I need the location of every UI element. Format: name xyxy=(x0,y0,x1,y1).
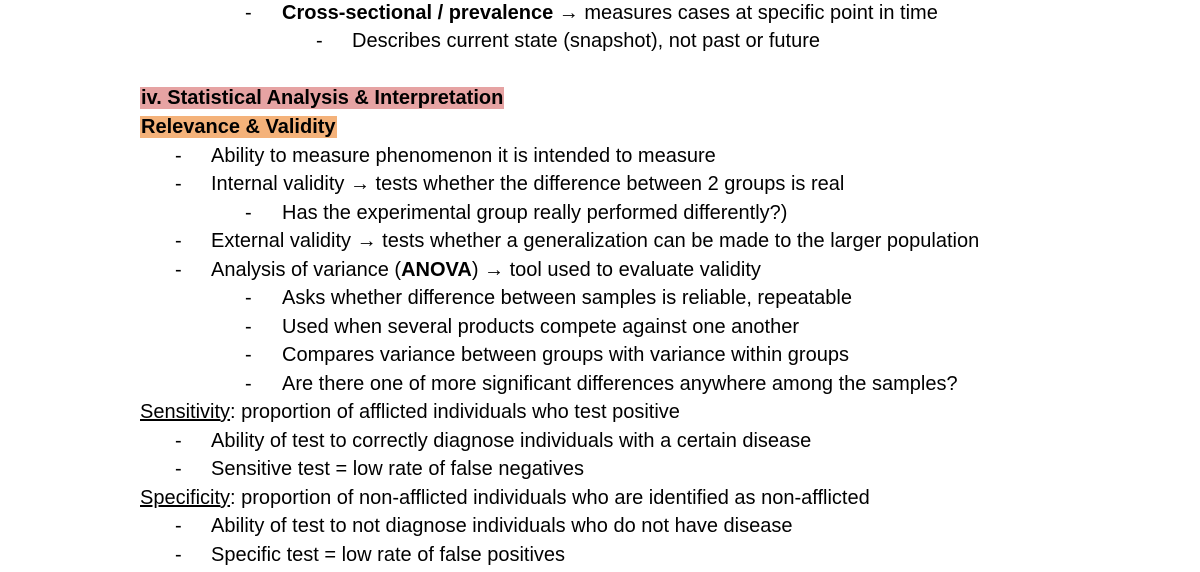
bullet-dash: - xyxy=(245,373,252,395)
list-subitem: Asks whether difference between samples is reliable, repeatable xyxy=(282,287,852,309)
cross-sectional-term: Cross-sectional / prevalence xyxy=(282,2,554,24)
sensitivity-definition xyxy=(140,398,680,426)
list-subitem: Compares variance between groups with variance within groups xyxy=(282,344,849,366)
specificity-definition-text: : proportion of non-afflicted individuals who are identified as non-afflicted xyxy=(230,487,870,509)
anova-prefix: Analysis of variance ( xyxy=(211,259,402,281)
cross-sectional-subitem: Describes current state (snapshot), not past or future xyxy=(352,30,820,52)
specificity-definition xyxy=(140,484,870,512)
list-subitem: Are there one of more significant differences anywhere among the samples? xyxy=(282,373,958,395)
list-item-anova xyxy=(211,256,761,284)
bullet-dash: - xyxy=(175,259,182,281)
bullet-dash: - xyxy=(175,515,182,537)
list-item: Ability of test to not diagnose individuals who do not have disease xyxy=(211,515,793,537)
section-heading-text: iv. Statistical Analysis & Interpretation xyxy=(141,87,504,109)
bullet-dash: - xyxy=(245,287,252,309)
bullet-dash: - xyxy=(175,230,182,252)
sensitivity-term: Sensitivity xyxy=(140,401,231,423)
anova-term: ANOVA xyxy=(401,259,472,281)
list-item: Specific test = low rate of false positives xyxy=(211,544,566,566)
bullet-dash: - xyxy=(175,173,182,195)
list-subitem: Used when several products compete against one another xyxy=(282,316,799,338)
list-item: Ability to measure phenomenon it is intended to measure xyxy=(211,145,716,167)
bullet-dash: - xyxy=(245,202,252,224)
cross-sectional-item xyxy=(282,0,938,27)
bullet-dash: - xyxy=(175,458,182,480)
specificity-term: Specificity xyxy=(140,487,231,509)
section-subheading xyxy=(140,113,337,141)
anova-suffix: ) → tool used to evaluate validity xyxy=(471,259,761,281)
section-heading xyxy=(140,84,504,112)
bullet-dash: - xyxy=(175,430,182,452)
bullet-dash: - xyxy=(175,145,182,167)
bullet-dash: - xyxy=(245,2,252,24)
bullet-dash: - xyxy=(175,544,182,566)
list-item: Internal validity → tests whether the difference between 2 groups is real xyxy=(211,173,845,195)
bullet-dash: - xyxy=(316,30,323,52)
section-subheading-text: Relevance & Validity xyxy=(141,116,336,138)
list-subitem: Has the experimental group really performed differently?) xyxy=(282,202,788,224)
list-item: External validity → tests whether a generalization can be made to the larger population xyxy=(211,230,980,252)
cross-sectional-desc: → measures cases at specific point in time xyxy=(553,2,938,24)
bullet-dash: - xyxy=(245,316,252,338)
list-item: Ability of test to correctly diagnose individuals with a certain disease xyxy=(211,430,812,452)
bullet-dash: - xyxy=(245,344,252,366)
list-item: Sensitive test = low rate of false negatives xyxy=(211,458,584,480)
sensitivity-definition-text: : proportion of afflicted individuals who test positive xyxy=(230,401,680,423)
